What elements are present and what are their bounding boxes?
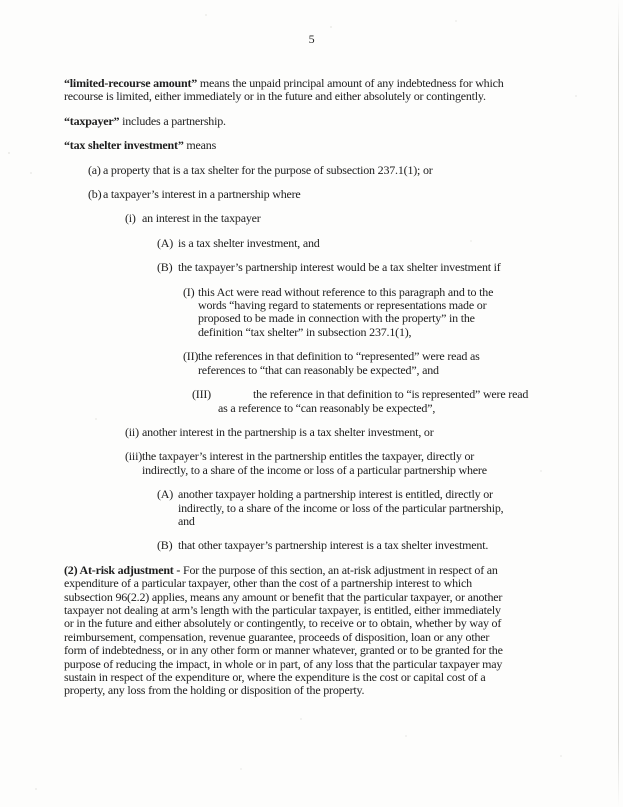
list-item-text: a property that is a tax shelter for the purpose of subsection 237.1(1); or bbox=[103, 162, 433, 177]
bold-term: “taxpayer” bbox=[64, 113, 120, 128]
paragraph bbox=[64, 77, 574, 104]
list-item bbox=[157, 261, 574, 274]
list-item-label: (III) bbox=[192, 387, 211, 402]
list-item bbox=[125, 450, 574, 477]
list-item bbox=[183, 350, 574, 377]
list-item-text: this Act were read without reference to this paragraph and to the words “having regard to statements or representations made or proposed to be made in connection with the property” in the definition “tax shelter” in subsection 237.1(1), bbox=[198, 284, 494, 339]
paragraph bbox=[64, 139, 574, 152]
bold-term: “limited-recourse amount” bbox=[64, 76, 198, 90]
bold-term: (2) At-risk adjustment - bbox=[64, 562, 181, 577]
list-item-text: the taxpayer’s interest in the partnership entitles the taxpayer, directly or indirectly, to a share of the income or loss of a particular partnership where bbox=[142, 449, 487, 477]
list-item-label: (I) bbox=[183, 284, 195, 299]
list-item bbox=[183, 286, 574, 340]
list-item-text: that other taxpayer’s partnership interest is a tax shelter investment. bbox=[178, 538, 489, 553]
list-item-text: is a tax shelter investment, and bbox=[178, 235, 320, 250]
list-item-label: (i) bbox=[125, 211, 136, 226]
paragraph-text: “limited-recourse amount” means the unpaid principal amount of any indebtedness for which recourse is limited, either immediately or in the future and either absolutely or contingently. bbox=[64, 76, 504, 104]
list-item bbox=[125, 426, 574, 439]
list-item-text: an interest in the taxpayer bbox=[142, 211, 261, 226]
list-item-label: (A) bbox=[157, 235, 174, 250]
scan-speckles bbox=[0, 0, 2, 2]
list-item bbox=[88, 188, 574, 201]
list-item bbox=[157, 237, 574, 250]
list-item bbox=[192, 388, 574, 415]
list-item-text: the taxpayer’s partnership interest would be a tax shelter investment if bbox=[178, 260, 501, 275]
list-item-text: the references in that definition to “represented” were read as references to “that can reasonably be expected”, and bbox=[198, 349, 480, 377]
list-item-label: (ii) bbox=[125, 424, 139, 439]
list-item bbox=[157, 539, 574, 552]
list-item-label: (B) bbox=[157, 538, 173, 553]
list-item-label: (B) bbox=[157, 260, 173, 275]
paragraph-text: “taxpayer” includes a partnership. bbox=[64, 113, 226, 128]
list-item-label: (a) bbox=[88, 162, 101, 177]
list-item bbox=[125, 212, 574, 225]
scanner-edge-artifact bbox=[618, 0, 619, 807]
paragraph-text: “tax shelter investment” means bbox=[64, 138, 217, 153]
list-item bbox=[88, 164, 574, 177]
list-item-text: another taxpayer holding a partnership interest is entitled, directly or indirectly, to a share of the income or loss of the particular partnership, and bbox=[178, 487, 504, 528]
page-number-text: 5 bbox=[308, 32, 315, 46]
list-item-label: (II) bbox=[183, 349, 199, 364]
list-item bbox=[157, 488, 574, 528]
list-item-label: (iii) bbox=[125, 449, 142, 464]
list-item-text: the reference in that definition to “is represented” were read as a reference to “can reasonably be expected”, bbox=[218, 387, 529, 415]
page-number bbox=[0, 33, 623, 46]
list-item-text: a taxpayer’s interest in a partnership where bbox=[103, 187, 301, 202]
paragraph bbox=[64, 115, 574, 128]
document-body bbox=[64, 77, 574, 698]
list-item-label: (A) bbox=[157, 487, 174, 502]
paragraph bbox=[64, 564, 574, 698]
list-item-label: (b) bbox=[88, 187, 102, 202]
bold-term: “tax shelter investment” bbox=[64, 138, 184, 153]
paragraph-text: (2) At-risk adjustment - For the purpose of this section, an at-risk adjustment in respect of an expenditure of a particular taxpayer, other than the cost of a partnership interest to which subsection 96(2.2) applies, means any amount or benefit that the particular taxpayer, or another taxpayer not dealing at arm’s length with the particular taxpayer, is entitled, either immediately or in the future and either absolutely or contingently, to receive or to obtain, whether by way of reimbursement, compensation, revenue guarantee, proceeds of disposition, loan or any other form of indebtedness, or in any other form or manner whatever, granted or to be granted for the purpose of reducing the impact, in whole or in part, of any loss that the particular taxpayer may sustain in respect of the expenditure or, where the expenditure is the cost or capital cost of a property, any loss from the holding or disposition of the property. bbox=[64, 562, 503, 698]
list-item-text: another interest in the partnership is a tax shelter investment, or bbox=[142, 424, 434, 439]
